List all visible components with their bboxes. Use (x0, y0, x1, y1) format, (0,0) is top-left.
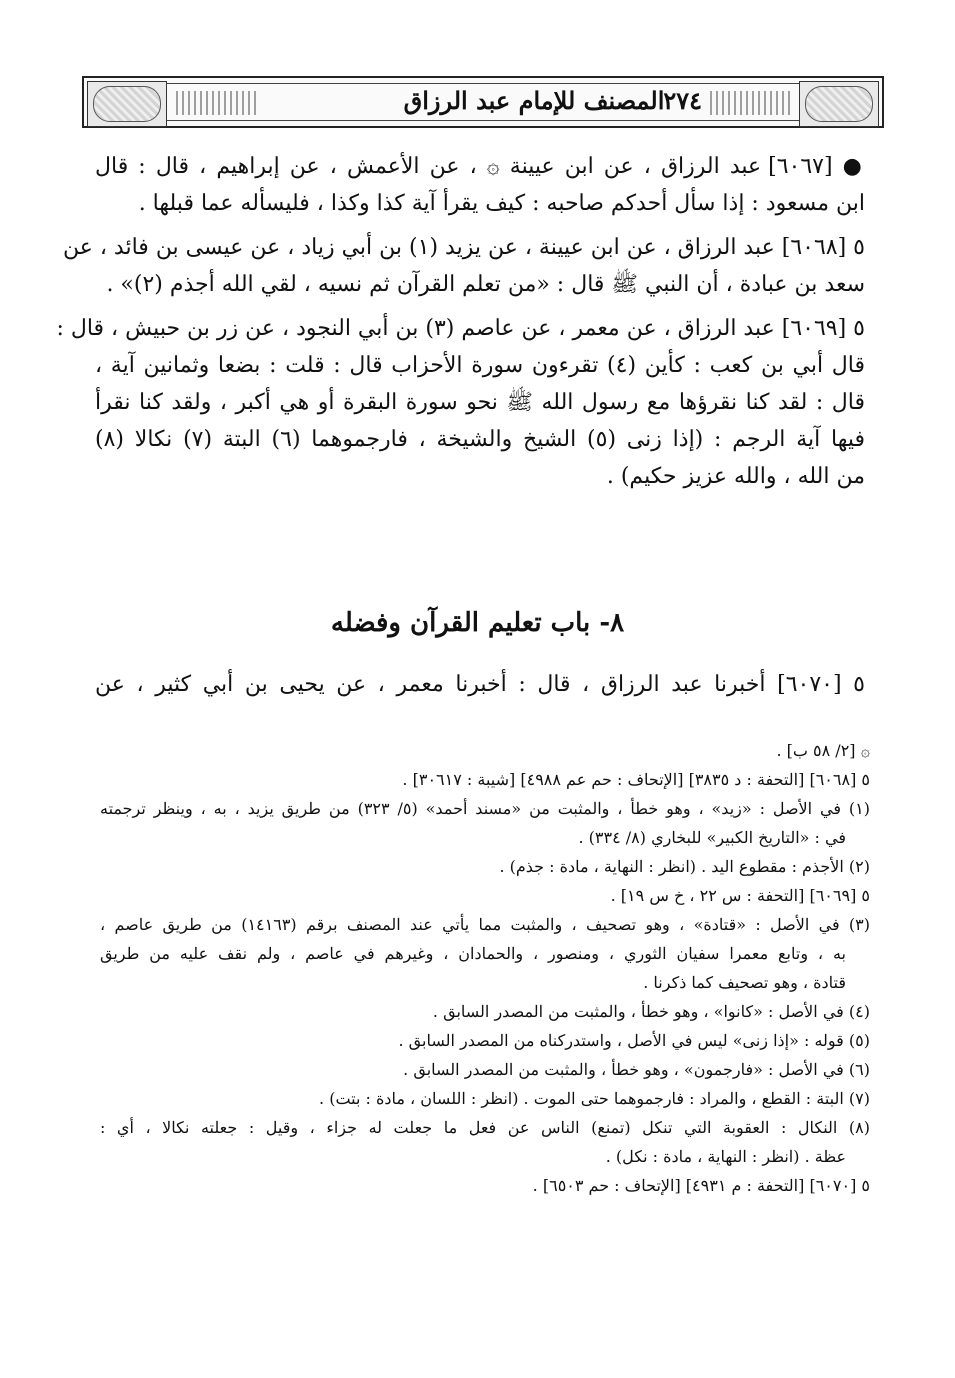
footnote: (٤) في الأصل : «كانوا» ، وهو خطأ ، والمثبت من المصدر السابق . (432, 1002, 870, 1021)
footnote: (٣) في الأصل : «قتادة» ، وهو تصحيف ، والمثبت مما يأتي عند المصنف برقم (١٤١٦٣) من طريق عاصم ، (100, 915, 871, 934)
hadith-6068 (62, 229, 865, 303)
hadith-6070 (95, 666, 865, 703)
folio-note: ۞ [٢/ ٥٨ ب] . (776, 741, 870, 760)
page-number: ٢٧٤ (663, 86, 702, 115)
reference-note: ٥ [٦٠٦٨] [التحفة : د ٣٨٣٥] [الإتحاف : حم عم ٤٩٨٨] [شيبة : ٣٠٦١٧] . (402, 770, 870, 789)
footnote-continuation: قتادة ، وهو تصحيف كما ذكرنا . (643, 973, 846, 992)
main-text (56, 148, 865, 502)
header-emblem-right (799, 81, 879, 127)
text-line: ٥ [٦٠٧٠] أخبرنا عبد الرزاق ، قال : أخبرنا معمر ، عن يحيى بن أبي كثير ، عن (95, 672, 865, 697)
text-line: ٥ [٦٠٦٨] عبد الرزاق ، عن ابن عيينة ، عن يزيد (١) بن أبي زياد ، عن عيسى بن فائد ، عن (62, 235, 865, 260)
hadith-6069 (56, 310, 865, 495)
text-line: فيها آية الرجم : (إذا زنى (٥) الشيخ والشيخة ، فارجموهما (٦) البتة (٧) نكالا (٨) (95, 427, 865, 452)
text-line: قال : لقد كنا نقرؤها مع رسول الله ﷺ نحو سورة البقرة أو هي أكبر ، ولقد كنا نقرأ (95, 390, 865, 415)
footnote: (٥) قوله : «إذا زنى» ليس في الأصل ، واستدركناه من المصدر السابق . (398, 1031, 870, 1050)
footnote-continuation: عظة . (انظر : النهاية ، مادة : نكل) . (605, 1147, 846, 1166)
header-emblem-left (87, 81, 167, 127)
text-line: ابن مسعود : إذا سأل أحدكم صاحبه : كيف يقرأ آية كذا وكذا ، فليسأله عما قبلها . (138, 191, 865, 216)
book-title: المصنف للإمام عبد الرزاق (403, 86, 665, 115)
header-ornament-right (710, 91, 790, 115)
footnote: (٨) النكال : العقوبة التي تنكل (تمنع) الناس عن فعل ما جعلت له جزاء ، وقيل : جعلته نكالا ، أي : (100, 1118, 870, 1137)
hadith-6067 (95, 148, 865, 222)
text-line: من الله ، والله عزيز حكيم) . (606, 464, 865, 489)
page-header (82, 76, 884, 128)
footnote: (٢) الأجذم : مقطوع اليد . (انظر : النهاية ، مادة : جذم) . (499, 857, 870, 876)
header-ornament-left (176, 91, 256, 115)
footnote: (١) في الأصل : «زيد» ، وهو خطأ ، والمثبت من «مسند أحمد» (٥/ ٣٢٣) من طريق يزيد ، به ، وينظر ترجمته (100, 799, 870, 818)
emblem-seal-icon (805, 86, 873, 122)
footnote: (٦) في الأصل : «فارجمون» ، وهو خطأ ، والمثبت من المصدر السابق . (403, 1060, 870, 1079)
text-line: سعد بن عبادة ، أن النبي ﷺ قال : «من تعلم القرآن ثم نسيه ، لقي الله أجذم (٢)» . (106, 272, 865, 297)
reference-note: ٥ [٦٠٧٠] [التحفة : م ٤٩٣١] [الإتحاف : حم ٦٥٠٣] . (532, 1176, 870, 1195)
reference-note: ٥ [٦٠٦٩] [التحفة : س ٢٢ ، خ س ١٩] . (610, 886, 870, 905)
footnotes (100, 736, 870, 1200)
footnote-continuation: في : «التاريخ الكبير» للبخاري (٨/ ٣٣٤) . (578, 828, 846, 847)
text-line: ٥ [٦٠٦٩] عبد الرزاق ، عن معمر ، عن عاصم (٣) بن أبي النجود ، عن زر بن حبيش ، قال : (56, 316, 865, 341)
text-line: قال أبي بن كعب : كأين (٤) تقرءون سورة الأحزاب قال : قلت : بضعا وثمانين آية ، (95, 353, 865, 378)
section-heading: ٨- باب تعليم القرآن وفضله (330, 608, 625, 638)
footnote-continuation: به ، وتابع معمرا سفيان الثوري ، ومنصور ، والحمادان ، وغيرهم في عاصم ، ولم نقف عليه من طريق (100, 944, 846, 963)
text-line: ● [٦٠٦٧] عبد الرزاق ، عن ابن عيينة ۞ ، عن الأعمش ، عن إبراهيم ، قال : قال (95, 154, 865, 179)
emblem-seal-icon (93, 86, 161, 122)
footnote: (٧) البتة : القطع ، والمراد : فارجموهما حتى الموت . (انظر : اللسان ، مادة : بتت) . (319, 1089, 870, 1108)
